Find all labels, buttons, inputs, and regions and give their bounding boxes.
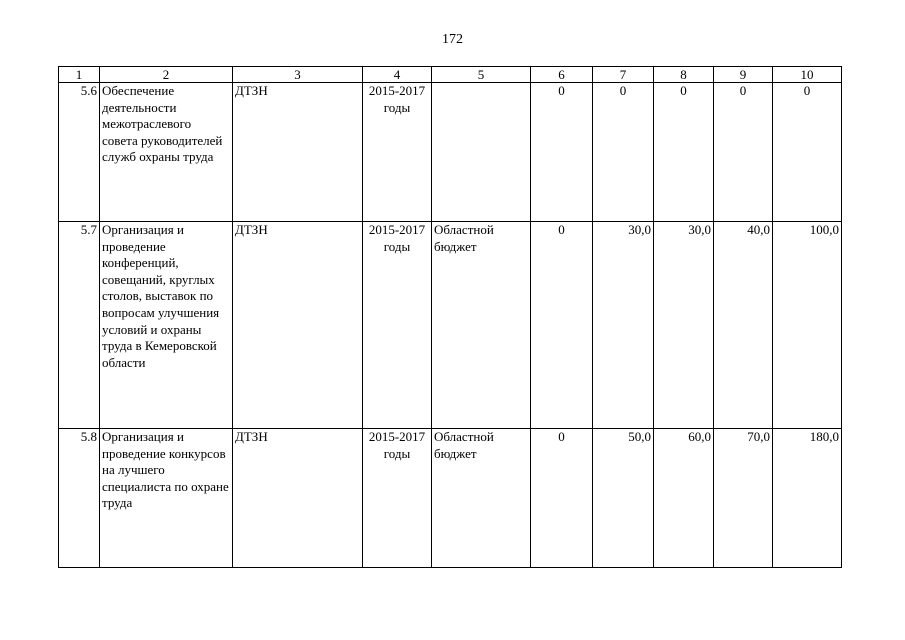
- table-row: [59, 222, 842, 429]
- column-header: 4: [363, 67, 432, 83]
- program-measures-table: [58, 66, 842, 568]
- table-row: [59, 83, 842, 222]
- column-header: 7: [593, 67, 654, 83]
- period: 2015-2017 годы: [363, 83, 432, 222]
- executor: ДТЗН: [233, 222, 363, 429]
- funding-source: [432, 83, 531, 222]
- value-col-9: 40,0: [714, 222, 773, 429]
- executor: ДТЗН: [233, 83, 363, 222]
- table-row: [59, 429, 842, 568]
- value-col-10: 0: [773, 83, 842, 222]
- column-header: 5: [432, 67, 531, 83]
- value-col-10: 100,0: [773, 222, 842, 429]
- column-header: 6: [531, 67, 593, 83]
- item-number: 5.8: [59, 429, 100, 568]
- value-col-8: 0: [654, 83, 714, 222]
- funding-source: Областной бюджет: [432, 429, 531, 568]
- column-header: 8: [654, 67, 714, 83]
- measure-name: Обеспечение деятельности межотраслевого совета руководителей служб охраны труда: [100, 83, 233, 222]
- value-col-6: 0: [531, 83, 593, 222]
- value-col-7: 50,0: [593, 429, 654, 568]
- value-col-7: 30,0: [593, 222, 654, 429]
- measure-name: Организация и проведение конференций, совещаний, круглых столов, выставок по вопросам улучшения условий и охраны труда в Кемеровской области: [100, 222, 233, 429]
- period: 2015-2017 годы: [363, 429, 432, 568]
- value-col-7: 0: [593, 83, 654, 222]
- column-header: 2: [100, 67, 233, 83]
- value-col-6: 0: [531, 222, 593, 429]
- value-col-8: 30,0: [654, 222, 714, 429]
- value-col-8: 60,0: [654, 429, 714, 568]
- column-number-row: [59, 67, 842, 83]
- column-header: 1: [59, 67, 100, 83]
- column-header: 9: [714, 67, 773, 83]
- page-number: 172: [442, 32, 463, 47]
- value-col-9: 70,0: [714, 429, 773, 568]
- value-col-6: 0: [531, 429, 593, 568]
- column-header: 3: [233, 67, 363, 83]
- value-col-10: 180,0: [773, 429, 842, 568]
- value-col-9: 0: [714, 83, 773, 222]
- column-header: 10: [773, 67, 842, 83]
- funding-source: Областной бюджет: [432, 222, 531, 429]
- item-number: 5.7: [59, 222, 100, 429]
- measure-name: Организация и проведение конкурсов на лучшего специалиста по охране труда: [100, 429, 233, 568]
- period: 2015-2017 годы: [363, 222, 432, 429]
- item-number: 5.6: [59, 83, 100, 222]
- executor: ДТЗН: [233, 429, 363, 568]
